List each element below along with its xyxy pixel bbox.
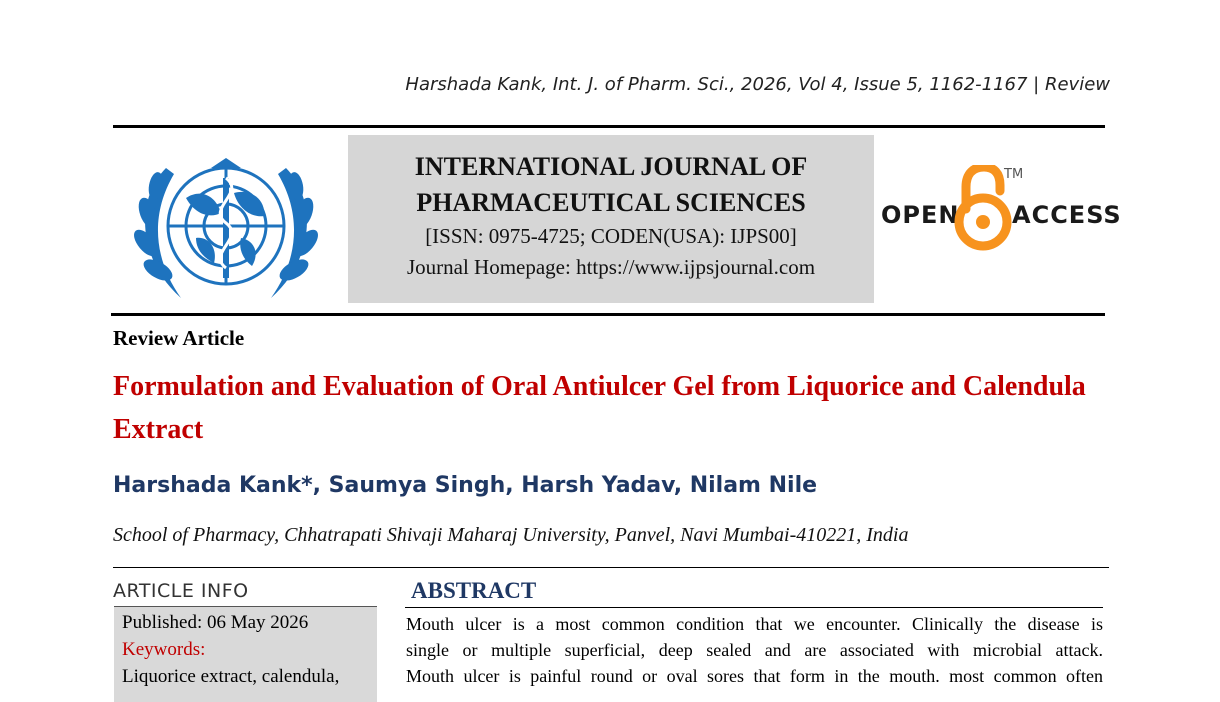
journal-banner	[348, 135, 874, 303]
abstract-body	[406, 611, 1103, 689]
section-divider	[113, 567, 1109, 568]
author-list: Harshada Kank*, Saumya Singh, Harsh Yadav, Nilam Nile	[113, 473, 818, 498]
keywords-label: Keywords:	[122, 639, 206, 660]
abstract-line: Mouth ulcer is a most common condition that we encounter. Clinically the disease is	[406, 614, 1103, 634]
header-top-rule	[113, 125, 1105, 128]
open-word: OPEN	[881, 201, 960, 229]
abstract-line: Mouth ulcer is painful round or oval sores that form in the mouth. most common often	[406, 666, 1103, 686]
un-emblem-logo	[126, 138, 326, 306]
access-word: ACCESS	[1012, 201, 1122, 229]
author-affiliation: School of Pharmacy, Chhatrapati Shivaji Maharaj University, Panvel, Navi Mumbai-410221, India	[113, 524, 909, 546]
article-info-box	[114, 606, 377, 702]
abstract-rule	[405, 607, 1103, 608]
published-date: Published: 06 May 2026	[122, 612, 309, 633]
journal-title: INTERNATIONAL JOURNAL OF PHARMACEUTICAL SCIENCES	[414, 152, 808, 217]
abstract-heading: ABSTRACT	[411, 578, 537, 603]
header-bottom-rule	[111, 313, 1105, 316]
keywords-list: Liquorice extract, calendula,	[122, 666, 340, 687]
abstract-line: single or multiple superficial, deep sealed and are associated with microbial attack.	[406, 640, 1103, 660]
article-type: Review Article	[113, 326, 245, 350]
journal-issn: [ISSN: 0975-4725; CODEN(USA): IJPS00]	[425, 224, 797, 248]
article-info-heading: ARTICLE INFO	[113, 580, 249, 602]
citation-header: Harshada Kank, Int. J. of Pharm. Sci., 2026, Vol 4, Issue 5, 1162-1167 | Review	[405, 74, 1110, 95]
article-title: Formulation and Evaluation of Oral Antiulcer Gel from Liquorice and Calendula Extract	[113, 371, 1086, 445]
trademark-mark: TM	[1004, 167, 1024, 182]
journal-homepage: Journal Homepage: https://www.ijpsjournal.com	[406, 255, 816, 279]
open-access-logo	[878, 165, 1122, 251]
